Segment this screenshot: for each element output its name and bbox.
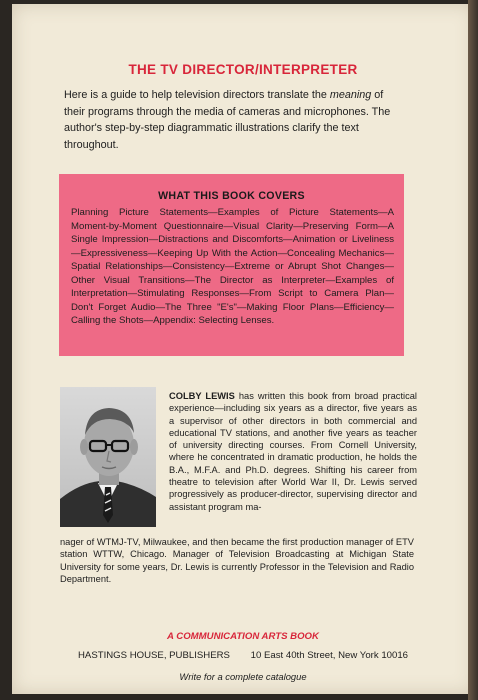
intro-paragraph [64, 87, 406, 153]
publisher-line [78, 650, 408, 661]
author-portrait-image [60, 387, 156, 527]
intro-text-end: of their programs through the media of cameras and microphones. The author's step-by-step diagrammatic illustrations clarify the text throughout. [64, 89, 391, 151]
intro-emphasis: meaning [329, 89, 372, 101]
author-name: COLBY LEWIS [169, 391, 235, 401]
author-bio [169, 390, 417, 513]
contents-box [59, 174, 404, 356]
author-photo [60, 387, 156, 527]
series-label: A COMMUNICATION ARTS BOOK [167, 631, 319, 642]
intro-text-start: Here is a guide to help television directors translate the [64, 89, 330, 101]
contents-heading: WHAT THIS BOOK COVERS [158, 190, 305, 202]
publisher-name: HASTINGS HOUSE, PUBLISHERS [78, 650, 230, 661]
book-title: THE TV DIRECTOR/INTERPRETER [128, 62, 358, 77]
book-back-cover [12, 4, 474, 694]
publisher-address: 10 East 40th Street, New York 10016 [250, 650, 408, 661]
author-bio-text: has written this book from broad practical experience—including six years as a director, five years as a supervisor of other directors in both commercial and educational TV stations, and another five years as teacher of university directing courses. From Cornell University, where he concentrated in dramatic production, he holds the B.A., M.F.A. and Ph.D. degrees. Shifting his career from theatre to television after World War II, Dr. Lewis served progressively as producer-director, supervising director and assistant program ma- [169, 391, 417, 512]
author-bio-continued: nager of WTMJ-TV, Milwaukee, and then became the first production manager of ETV station WTTW, Chicago. Manager of Television Broadcasting at Michigan State University for some years, Dr. Lewis is currently Professor in the Television and Radio Department. [60, 537, 414, 584]
book-spine-edge [468, 0, 478, 700]
contents-list: Planning Picture Statements—Examples of Picture Statements—A Moment-by-Moment Questionnaire—Visual Clarity—Preserving Form—A Single Impression—Distractions and Discomforts—Animation or Liveliness—Expressiveness—Keeping Up With the Action—Concealing Mechanics—Spatial Relationships—Consistency—Extreme or Abrupt Shot Changes—Other Visual Transitions—The Director as Interpreter—Examples of Interpretation—Stimulating Responses—From Script to Camera Plan—Don't Forget Audio—The Three "E's"—Making Floor Plans—Efficiency—Calling the Shots—Appendix: Selecting Lenses. [71, 207, 394, 326]
catalogue-note: Write for a complete catalogue [179, 671, 307, 682]
